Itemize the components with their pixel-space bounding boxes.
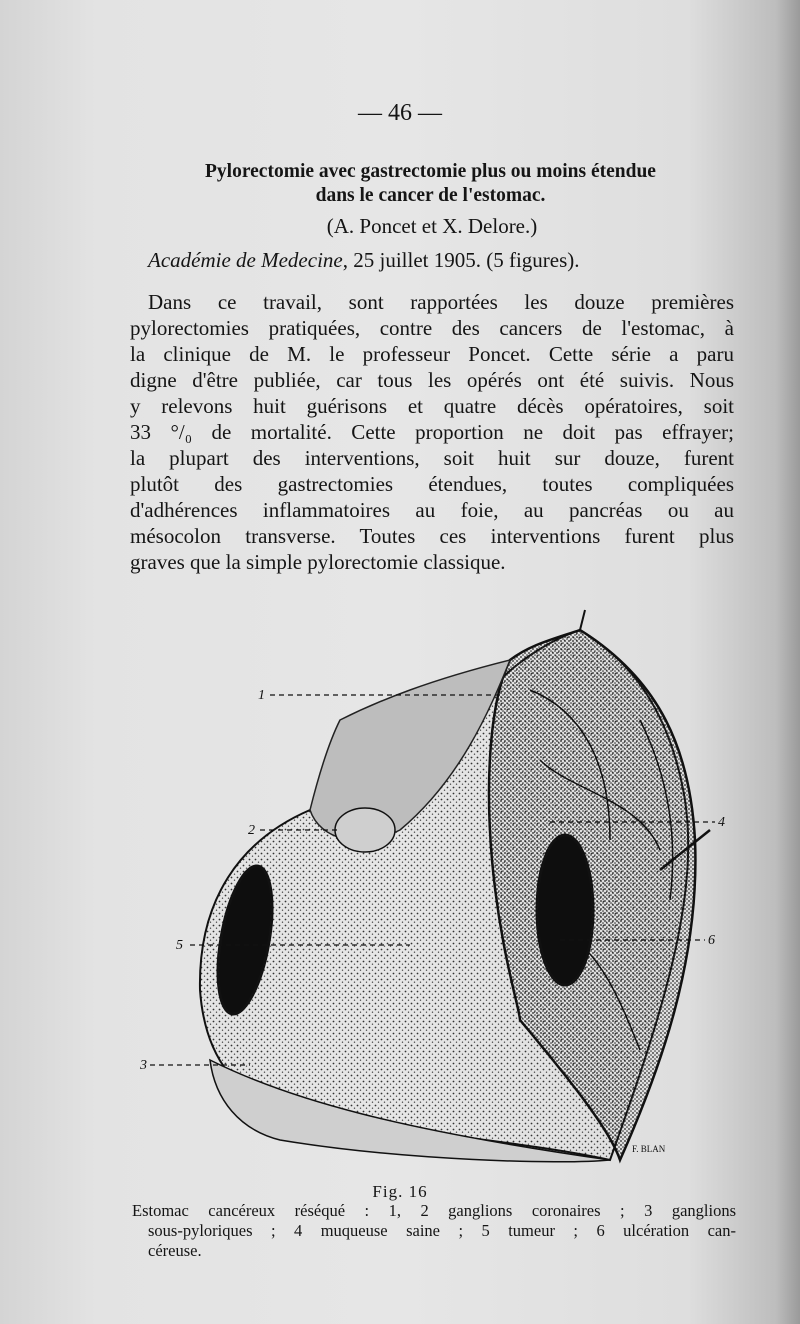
body-line: digne d'être publiée, car tous les opérés ont été suivis. Nous [130,368,734,392]
body-line: la plupart des interventions, soit huit sur douze, furent [130,446,734,470]
stomach-illustration [140,600,800,1180]
figure-caption-title: Fig. 16 [372,1182,428,1201]
article-reference [148,248,734,273]
figure-label-6: 6 [708,933,715,948]
article-title-line-1: Pylorectomie avec gastrectomie plus ou moins étendue [205,161,656,182]
body-line: 33 °/₀ de mortalité. Cette proportion ne doit pas effrayer; [130,420,734,444]
body-line: Dans ce travail, sont rapportées les douze premières [148,290,734,314]
body-line: plutôt des gastrectomies étendues, toutes compliquées [130,472,734,496]
figure-label-4: 4 [718,815,725,830]
body-line: d'adhérences inflammatoires au foie, au pancréas ou au [130,498,734,522]
body-line: pylorectomies pratiquées, contre des cancers de l'estomac, à [130,316,734,340]
figure-label-3: 3 [140,1058,147,1073]
figure-caption-line: sous-pyloriques ; 4 muqueuse saine ; 5 tumeur ; 6 ulcération can- [148,1221,736,1240]
reference-details: , 25 juillet 1905. (5 figures). [342,248,580,272]
figure-signature: F. BLAN [632,1144,666,1154]
figure-label-1: 1 [258,688,265,703]
journal-name: Académie de Medecine [148,248,343,272]
body-line: graves que la simple pylorectomie classique. [130,550,506,574]
page-number: — 46 — [358,100,442,126]
body-line: mésocolon transverse. Toutes ces interventions furent plus [130,524,734,548]
body-line: la clinique de M. le professeur Poncet. Cette série a paru [130,342,734,366]
article-authors: (A. Poncet et X. Delore.) [326,214,538,238]
figure-label-2: 2 [248,823,255,838]
figure-caption-line: Estomac cancéreux réséqué : 1, 2 ganglions coronaires ; 3 ganglions [132,1201,736,1220]
figure-label-5: 5 [176,938,183,953]
figure-caption-line: céreuse. [148,1241,202,1260]
body-line: y relevons huit guérisons et quatre décès opératoires, soit [130,394,734,418]
article-title-line-2: dans le cancer de l'estomac. [315,185,546,206]
